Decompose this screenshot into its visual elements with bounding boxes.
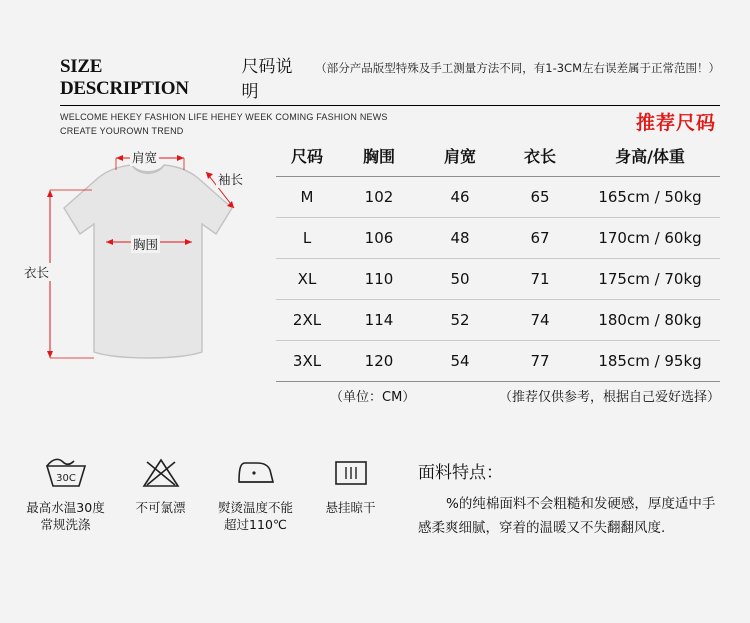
cell-chest: 102 bbox=[338, 177, 420, 218]
care-label-no-bleach: 不可氯漂 bbox=[135, 500, 186, 515]
svg-text:30C: 30C bbox=[55, 473, 76, 484]
cell-size: XL bbox=[276, 259, 338, 300]
care-label-hang-dry: 悬挂晾干 bbox=[325, 500, 376, 515]
diagram-label-chest: 胸围 bbox=[133, 237, 159, 252]
cell-height-weight: 170cm / 60kg bbox=[580, 218, 720, 259]
size-table bbox=[276, 140, 720, 382]
cell-height-weight: 180cm / 80kg bbox=[580, 300, 720, 341]
table-footnotes bbox=[276, 386, 720, 405]
fabric-title: 面料特点： bbox=[418, 463, 503, 483]
cell-chest: 114 bbox=[338, 300, 420, 341]
iron-110c-icon bbox=[208, 452, 303, 494]
garment-diagram bbox=[20, 130, 276, 420]
header-subtitle-line1: WELCOME HEKEY FASHION LIFE HEHEY WEEK COMING FASHION NEWS bbox=[60, 112, 388, 122]
header bbox=[60, 52, 720, 139]
diagram-label-sleeve: 袖长 bbox=[218, 172, 244, 187]
cell-length: 71 bbox=[500, 259, 580, 300]
table-header-row bbox=[276, 140, 720, 177]
cell-shoulder: 50 bbox=[420, 259, 500, 300]
cell-shoulder: 52 bbox=[420, 300, 500, 341]
table-row bbox=[276, 177, 720, 218]
measurement-note: （部分产品版型特殊及手工测量方法不同，有1-3CM左右误差属于正常范围！） bbox=[315, 61, 720, 75]
cell-chest: 120 bbox=[338, 341, 420, 382]
table-row bbox=[276, 300, 720, 341]
col-header-shoulder: 肩宽 bbox=[420, 140, 500, 177]
page-title-en: SIZE DESCRIPTION bbox=[60, 56, 189, 99]
care-item-iron bbox=[208, 452, 303, 534]
size-table-wrap bbox=[276, 140, 720, 382]
care-instructions bbox=[18, 452, 398, 534]
hang-dry-icon bbox=[303, 452, 398, 494]
no-bleach-icon bbox=[113, 452, 208, 494]
table-row bbox=[276, 218, 720, 259]
cell-shoulder: 54 bbox=[420, 341, 500, 382]
cell-size: 2XL bbox=[276, 300, 338, 341]
wash-tub-30c-icon bbox=[18, 452, 113, 494]
cell-size: 3XL bbox=[276, 341, 338, 382]
recommended-size-label: 推荐尺码 bbox=[635, 112, 716, 134]
cell-shoulder: 48 bbox=[420, 218, 500, 259]
col-header-chest: 胸围 bbox=[338, 140, 420, 177]
diagram-label-shoulder: 肩宽 bbox=[132, 150, 158, 165]
col-header-length: 衣长 bbox=[500, 140, 580, 177]
care-label-wash: 最高水温30度 常规洗涤 bbox=[26, 500, 105, 532]
cell-size: L bbox=[276, 218, 338, 259]
cell-chest: 110 bbox=[338, 259, 420, 300]
fabric-body: %的纯棉面料不会粗糙和发硬感，厚度适中手感柔爽细腻，穿着的温暖又不失翻翻风度. bbox=[418, 496, 716, 536]
fabric-description bbox=[418, 458, 728, 540]
col-header-size: 尺码 bbox=[276, 140, 338, 177]
header-title-row bbox=[60, 52, 720, 106]
care-item-wash bbox=[18, 452, 113, 534]
diagram-label-length: 衣长 bbox=[24, 265, 50, 280]
cell-length: 65 bbox=[500, 177, 580, 218]
footnote-unit: （单位：CM） bbox=[330, 390, 416, 405]
page-title-cn: 尺码说明 bbox=[241, 57, 293, 102]
cell-length: 77 bbox=[500, 341, 580, 382]
cell-length: 67 bbox=[500, 218, 580, 259]
cell-height-weight: 175cm / 70kg bbox=[580, 259, 720, 300]
care-item-no-bleach bbox=[113, 452, 208, 534]
cell-height-weight: 165cm / 50kg bbox=[580, 177, 720, 218]
header-subtitle-line2: CREATE YOUROWN TREND bbox=[60, 125, 184, 136]
cell-height-weight: 185cm / 95kg bbox=[580, 341, 720, 382]
cell-shoulder: 46 bbox=[420, 177, 500, 218]
table-row bbox=[276, 259, 720, 300]
col-header-height-weight: 身高/体重 bbox=[580, 140, 720, 177]
care-label-iron: 熨烫温度不能 超过110℃ bbox=[217, 500, 293, 532]
footnote-reference: （推荐仅供参考，根据自己爱好选择） bbox=[498, 390, 720, 405]
cell-chest: 106 bbox=[338, 218, 420, 259]
table-row bbox=[276, 341, 720, 382]
care-item-hang-dry bbox=[303, 452, 398, 534]
cell-length: 74 bbox=[500, 300, 580, 341]
cell-size: M bbox=[276, 177, 338, 218]
